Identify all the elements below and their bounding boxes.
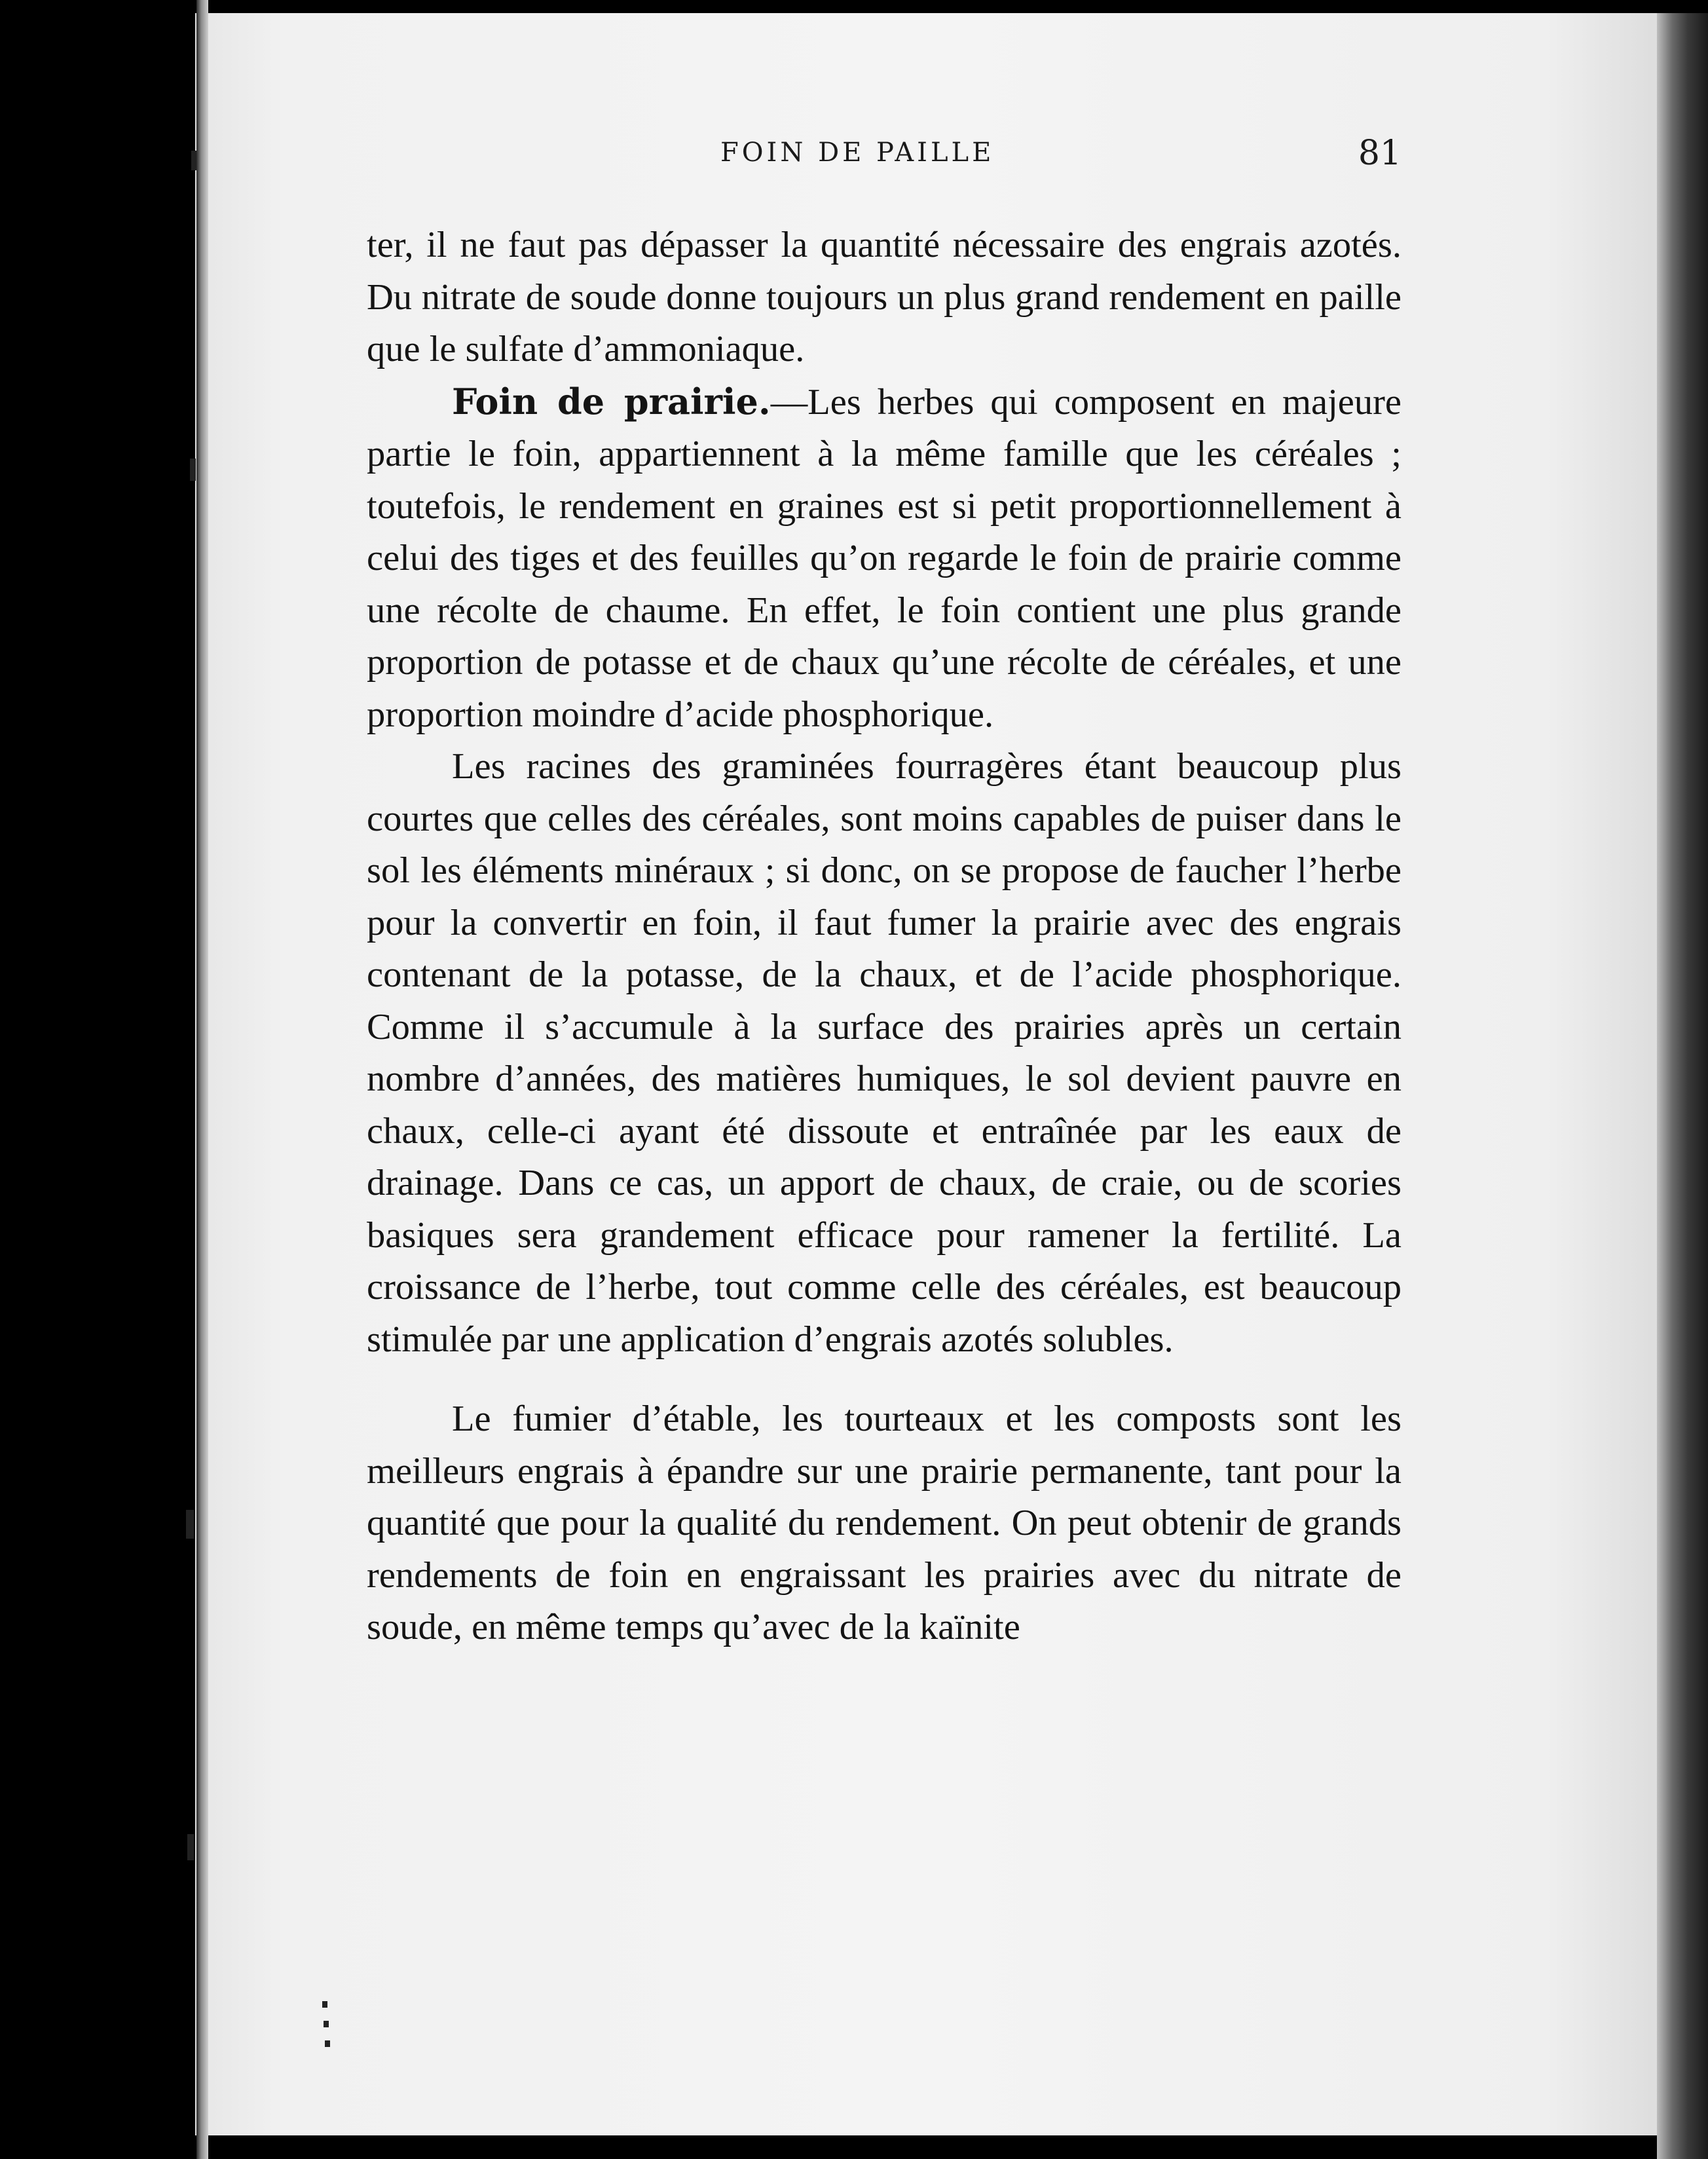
running-title: FOIN DE PAILLE [720, 138, 995, 168]
body-text [367, 219, 1402, 1654]
page-header [367, 134, 1402, 183]
binding-mark [322, 2001, 327, 2008]
page-number: 81 [1358, 134, 1402, 173]
binding-mark [191, 151, 196, 170]
paragraph: Les racines des graminées fourragères étant beaucoup plus courtes que celles des céréales, sont moins capables de puiser dans le sol les éléments minéraux ; si donc, on se propose de faucher l’herbe pour la convertir en foin, il faut fumer la prairie avec des engrais contenant de la potasse, de la chaux, et de l’acide phosphorique. Comme il s’accumule à la surface des prairies après un certain nombre d’années, des matières humiques, le sol devient pauvre en chaux, celle-ci ayant été dissoute et entraînée par les eaux de drainage. Dans ce cas, un apport de chaux, de craie, ou de scories basiques sera grandement efficace pour ramener la fertilité. La croissance de l’herbe, tout comme celle des céréales, est beaucoup stimulée par une application d’engrais azotés solubles. [367, 746, 1402, 1360]
paragraph: ter, il ne faut pas dépasser la quantité nécessaire des engrais azotés. Du nitrate de soude donne toujours un plus grand rendement en paille que le sulfate d’ammoniaque. [367, 225, 1402, 369]
binding-mark [187, 1834, 194, 1860]
binding-mark [186, 1510, 194, 1539]
section-heading: Foin de prairie. [452, 380, 771, 422]
paragraph: Le fumier d’étable, les tourteaux et les composts sont les meilleurs engrais à épandre sur une prairie permanente, tant pour la quantité que pour la qualité du rendement. On peut obtenir de grands rendements de foin en engraissant les prairies avec du nitrate de soude, en même temps qu’avec de la kaïnite [367, 1399, 1402, 1647]
paragraph [367, 376, 1402, 742]
paragraph-text: —Les herbes qui composent en majeure partie le foin, appartiennent à la même famille que les céréales ; toutefois, le rendement en graines est si petit proportionnellement à celui des tiges et des feuilles qu’on regarde le foin de prairie comme une récolte de chaume. En effet, le foin contient une plus grande proportion de potasse et de chaux qu’une récolte de céréales, et une proportion moindre d’acide phosphorique. [367, 381, 1402, 735]
paragraph-gap [367, 1366, 1402, 1393]
binding-mark [190, 459, 196, 481]
binding-mark [325, 2040, 330, 2047]
page-edge [1657, 13, 1708, 2159]
binding-mark [324, 2021, 329, 2027]
book-gutter [196, 0, 208, 2159]
